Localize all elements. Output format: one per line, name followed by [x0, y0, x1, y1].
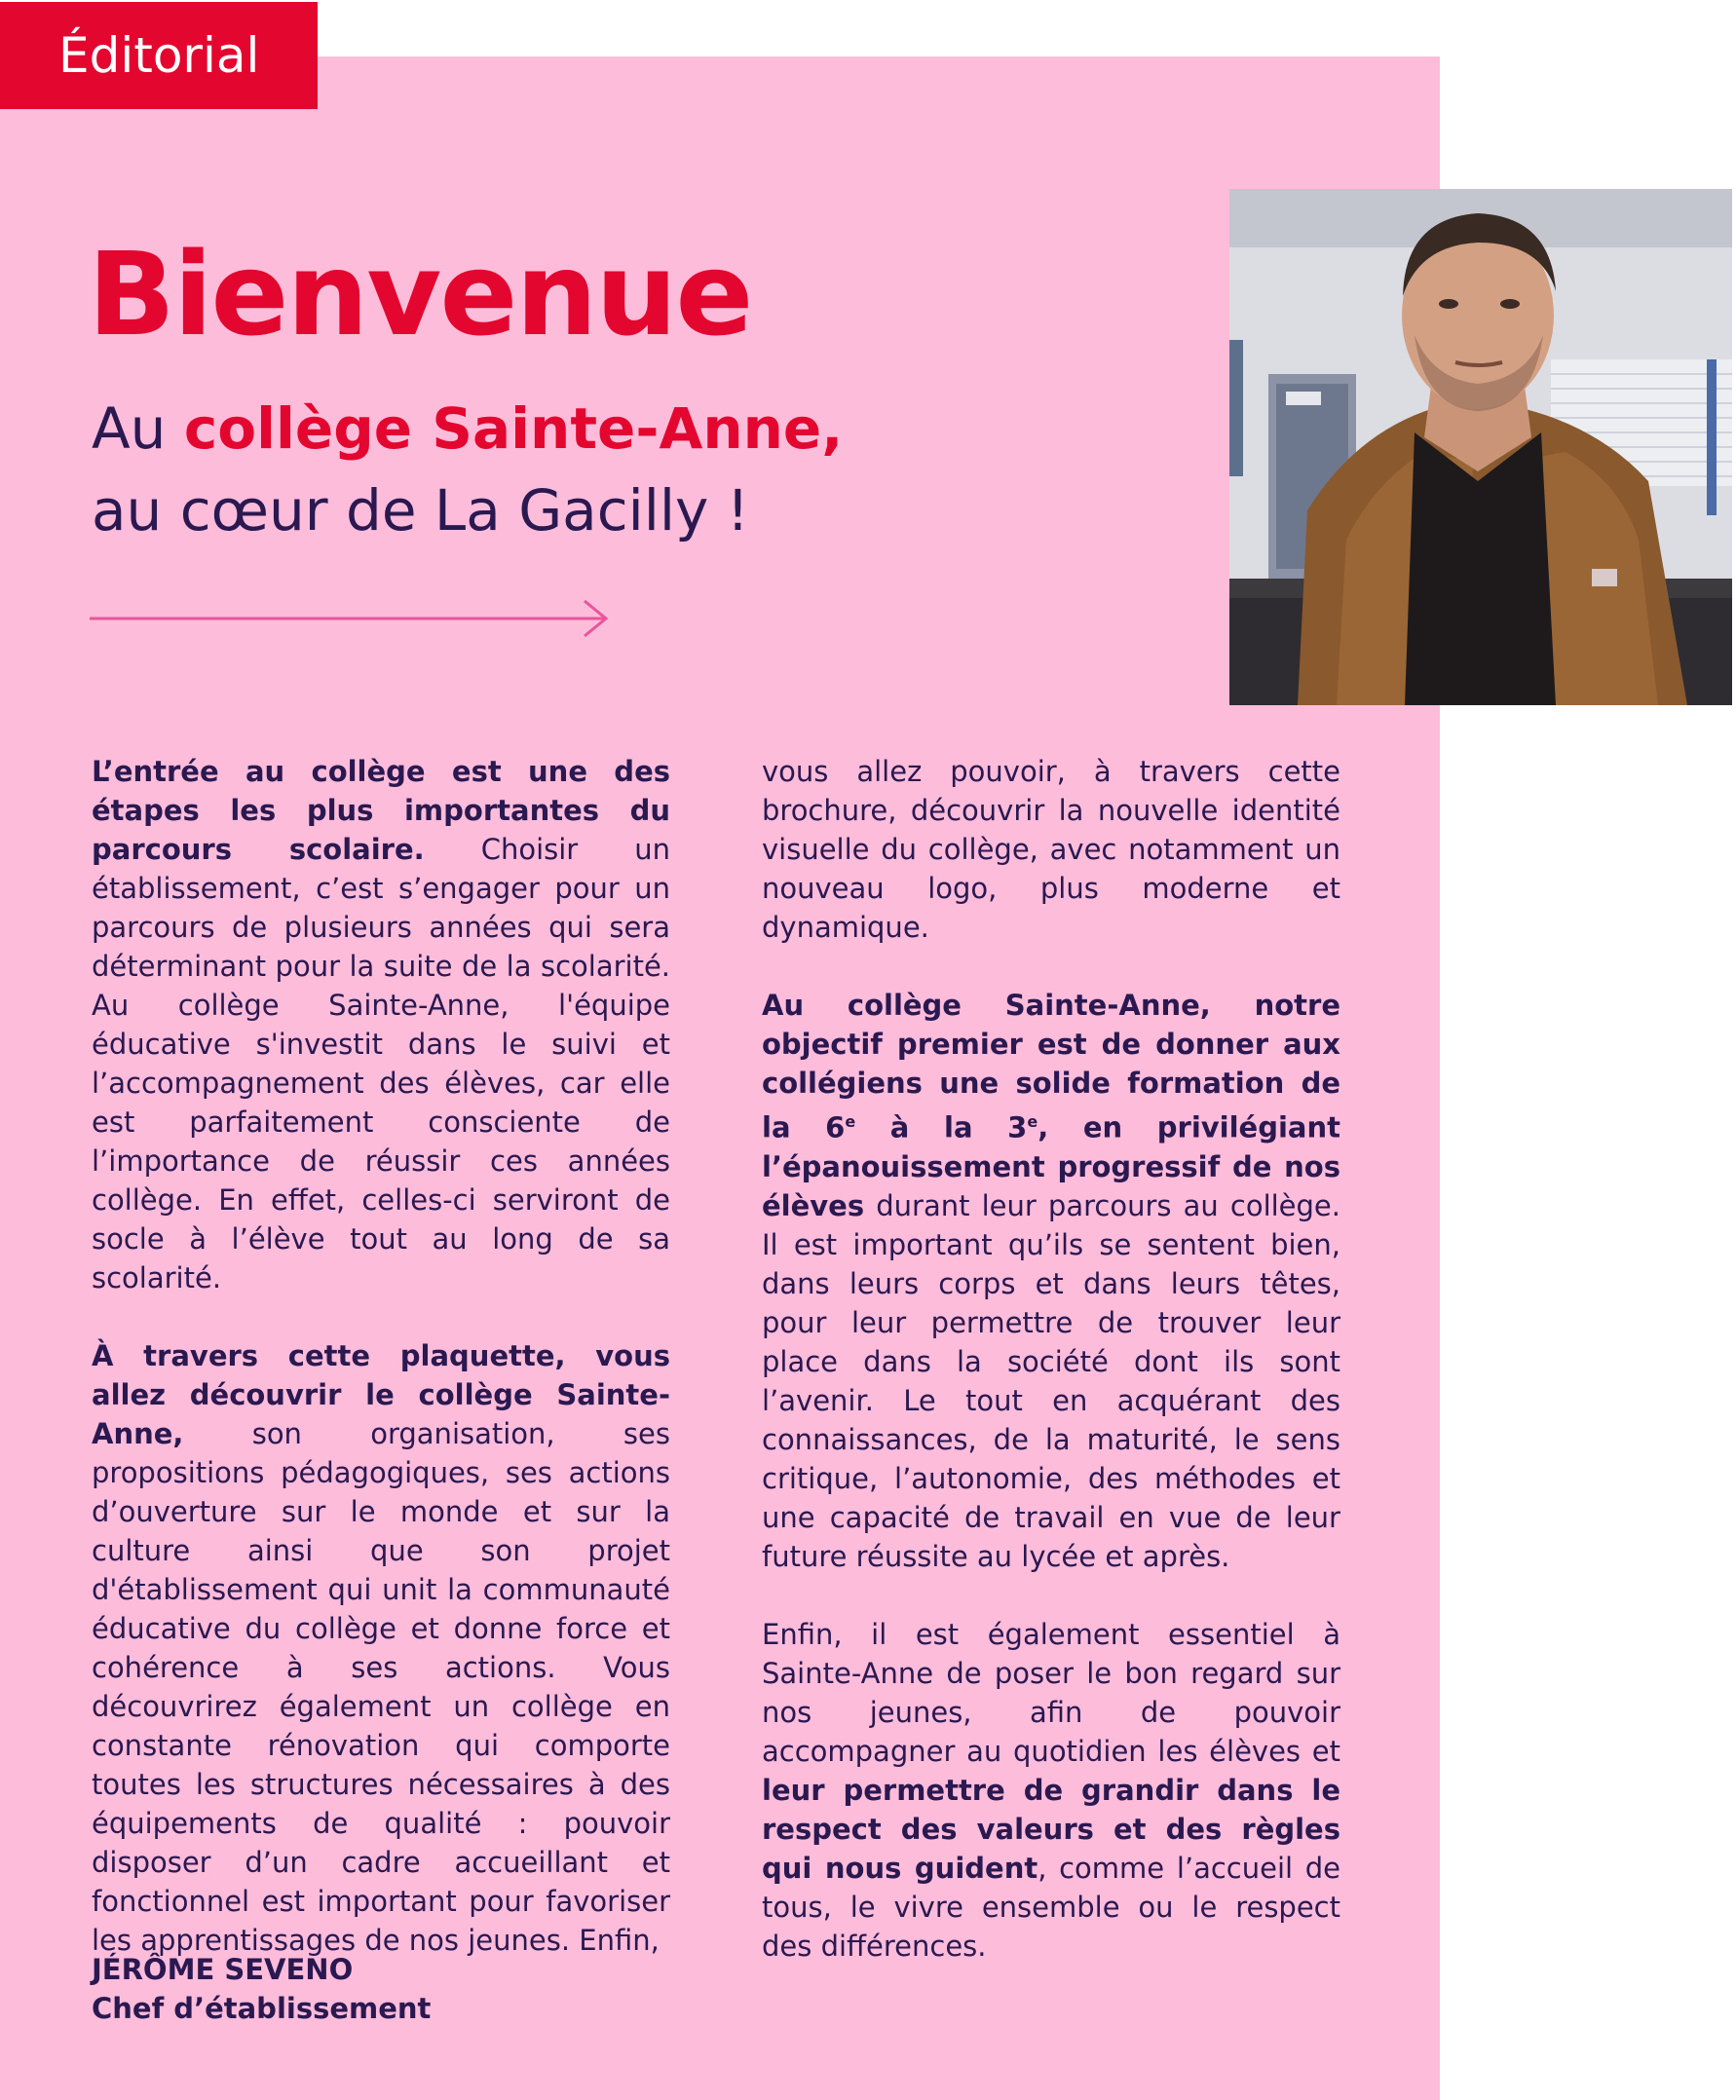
left-p1-bold: L’entrée au collège est une des étapes les plus importantes du parcours scolaire. [92, 755, 670, 866]
left-p2-text: son organisation, ses propositions pédagogiques, ses actions d’ouverture sur le monde et sur la culture ainsi que son projet d'établissement qui unit la communauté éducative du collège et donne force et cohérence à ses actions. Vous découvrirez également un collège en constante rénovation qui comporte toutes les structures nécessaires à des équipements de qualité : pouvoir disposer d’un cadre accueillant et fonctionnel est important pour favoriser les apprentissages de nos jeunes. Enfin, [92, 1417, 670, 1957]
right-p2-sup-1: e [845, 1112, 856, 1131]
right-p3-text-b: , comme l’accueil de tous, le vivre ensemble ou le respect des différences. [762, 1851, 1341, 1963]
signature-role: Chef d’établissement [92, 1992, 432, 2025]
left-text-column [92, 752, 670, 1999]
right-paragraph-1 [762, 752, 1340, 947]
portrait-photo [1229, 189, 1732, 705]
right-p2-sup-2: e [1027, 1112, 1038, 1131]
left-p2-bold: À travers cette plaquette, vous allez découvrir le collège Sainte-Anne, [92, 1339, 670, 1450]
left-paragraph-1 [92, 752, 670, 1297]
right-paragraph-2 [762, 986, 1340, 1576]
right-text-column [762, 752, 1340, 2005]
subtitle-line2: au cœur de La Gacilly ! [92, 477, 749, 544]
page-title: Bienvenue [88, 227, 752, 361]
page-subtitle [92, 388, 843, 551]
subtitle-accent: collège Sainte-Anne, [183, 395, 844, 462]
left-p1-text: Choisir un établissement, c’est s’engager pour un parcours de plusieurs années qui sera déterminant pour la suite de la scolarité. Au collège Sainte-Anne, l'équipe éducative s'investit dans le suivi et l’accompagnement des élèves, car elle est parfaitement consciente de l’importance de réussir ces années collège. En effet, celles-ci serviront de socle à l’élève tout au long de sa scolarité. [92, 833, 670, 1294]
right-p2-text: durant leur parcours au collège. Il est important qu’ils se sentent bien, dans leurs corps et dans leurs têtes, pour leur permettre de trouver leur place dans la société dont ils sont l’avenir. Le tout en acquérant des connaissances, de la maturité, le sens critique, l’autonomie, des méthodes et une capacité de travail en vue de leur future réussite au lycée et après. [762, 1188, 1340, 1573]
signature-name: JÉRÔME SEVENO [92, 1953, 354, 1986]
right-p2-bold-c: , en privilégiant l’épanouissement progressif de nos élèves [762, 1110, 1340, 1222]
arrow-right-icon [90, 596, 612, 641]
right-p3-bold: leur permettre de grandir dans le respect des valeurs et des règles qui nous guident [762, 1773, 1340, 1885]
right-p2-bold-a: Au collège Sainte-Anne, notre objectif premier est de donner aux collégiens une solide formation de la 6 [762, 989, 1340, 1144]
left-paragraph-2 [92, 1336, 670, 1960]
subtitle-prefix: Au [92, 395, 184, 462]
right-p1-text: vous allez pouvoir, à travers cette brochure, découvrir la nouvelle identité visuelle du collège, avec notamment un nouveau logo, plus moderne et dynamique. [762, 755, 1340, 944]
right-paragraph-3 [762, 1615, 1340, 1966]
right-p2-bold-b: à la 3 [855, 1110, 1028, 1144]
section-tag: Éditorial [0, 2, 318, 109]
right-p3-text-a: Enfin, il est également essentiel à Sainte-Anne de poser le bon regard sur nos jeunes, afin de pouvoir accompagner au quotidien les élèves et [762, 1617, 1340, 1768]
signature-block [92, 1950, 431, 2028]
